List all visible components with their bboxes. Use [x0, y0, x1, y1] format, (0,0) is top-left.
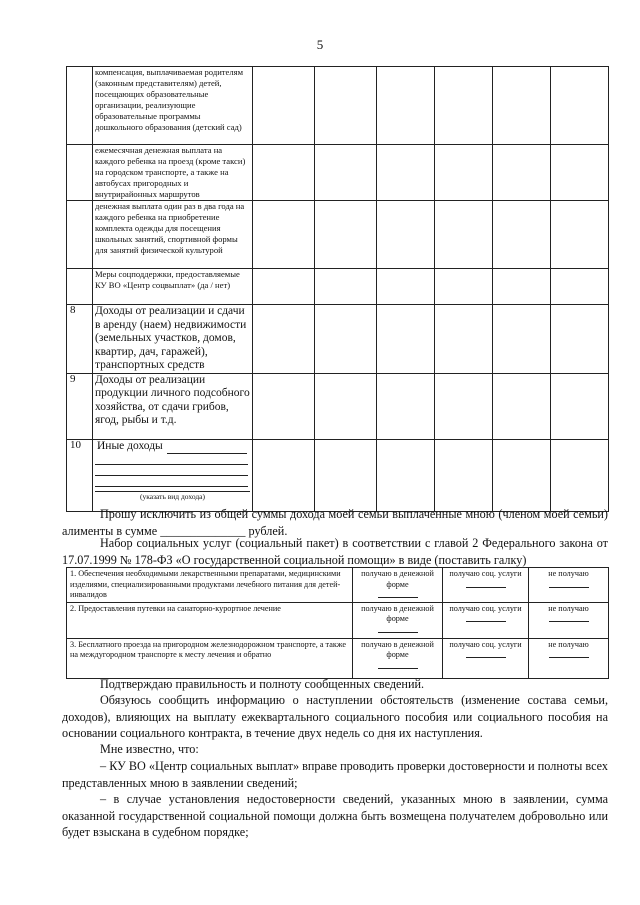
- service-option-cell[interactable]: [529, 638, 609, 678]
- refund-paragraph: [62, 791, 608, 841]
- row-number: 10: [67, 439, 93, 511]
- income-type-label: Доходы от реализации продукции личного подсобного хозяйства, от сдачи грибов, ягод, рыбы и т.д.: [95, 373, 250, 426]
- aware-text: Мне известно, что:: [100, 742, 199, 756]
- amount-cell[interactable]: [551, 269, 609, 305]
- checkmark-field[interactable]: [549, 583, 589, 588]
- amount-cell[interactable]: [377, 439, 435, 511]
- service-option-label: получаю соц. услуги: [449, 569, 522, 578]
- amount-cell[interactable]: [315, 145, 377, 201]
- amount-cell[interactable]: [551, 373, 609, 439]
- amount-cell[interactable]: [253, 67, 315, 145]
- row-label-cell: [93, 269, 253, 305]
- service-option-cell[interactable]: [353, 602, 443, 638]
- amount-cell[interactable]: [493, 201, 551, 269]
- row-label-cell: [93, 439, 253, 511]
- amount-cell[interactable]: [435, 67, 493, 145]
- service-label: 2. Предоставления путевки на санаторно-курортное лечение: [67, 602, 353, 638]
- confirm-paragraph: [62, 676, 608, 693]
- amount-cell[interactable]: [377, 373, 435, 439]
- income-row: [67, 145, 609, 201]
- social-service-row: [67, 638, 609, 678]
- amount-cell[interactable]: [435, 439, 493, 511]
- checkmark-field[interactable]: [466, 583, 506, 588]
- social-services-table: [66, 567, 609, 679]
- amount-cell[interactable]: [315, 201, 377, 269]
- row-label-cell: [93, 145, 253, 201]
- amount-cell[interactable]: [493, 373, 551, 439]
- amount-cell[interactable]: [315, 305, 377, 374]
- service-label: 3. Бесплатного проезда на пригородном железнодорожном транспорте, а также на междугородном транспорте к месту лечения и обратно: [67, 638, 353, 678]
- service-option-label: получаю в денежной форме: [361, 569, 434, 589]
- service-option-label: не получаю: [548, 569, 589, 578]
- row-number: 9: [67, 373, 93, 439]
- amount-cell[interactable]: [435, 269, 493, 305]
- service-label: 1. Обеспечения необходимыми лекарственными препаратами, медицинскими изделиями, специализированными продуктами лечебного питания для детей-инвалидов: [67, 568, 353, 603]
- checkmark-field[interactable]: [466, 653, 506, 658]
- amount-cell[interactable]: [493, 145, 551, 201]
- check-text: – КУ ВО «Центр социальных выплат» вправе проводить проверки достоверности и полноты всех представленных мною в заявлении сведений;: [62, 759, 608, 790]
- amount-cell[interactable]: [493, 439, 551, 511]
- amount-cell[interactable]: [253, 269, 315, 305]
- amount-cell[interactable]: [551, 439, 609, 511]
- income-type-field[interactable]: [95, 465, 248, 476]
- social-package-text: Набор социальных услуг (социальный пакет) в соответствии с главой 2 Федерального закона от 17.07.1999 № 178-ФЗ «О государственной социальной помощи» в виде (поставить галку): [62, 536, 608, 567]
- amount-cell[interactable]: [377, 201, 435, 269]
- checkmark-field[interactable]: [549, 617, 589, 622]
- amount-cell[interactable]: [377, 67, 435, 145]
- amount-cell[interactable]: [315, 269, 377, 305]
- row-label-cell: [93, 305, 253, 374]
- row-label-cell: [93, 67, 253, 145]
- service-option-cell[interactable]: [353, 568, 443, 603]
- amount-cell[interactable]: [253, 201, 315, 269]
- checkmark-field[interactable]: [466, 617, 506, 622]
- amount-cell[interactable]: [253, 373, 315, 439]
- service-option-label: получаю в денежной форме: [361, 639, 434, 659]
- income-type-label: Доходы от реализации и сдачи в аренду (наем) недвижимости (земельных участков, домов, квартир, дач, гаражей), транспортных средств: [95, 305, 247, 371]
- amount-cell[interactable]: [551, 305, 609, 374]
- service-option-cell[interactable]: [443, 602, 529, 638]
- refund-text: – в случае установления недостоверности сведений, указанных мною в заявлении, сумма оказанной государственной социальной помощи должна быть возмещена получателем добровольно или будет взыскана в судебном порядке;: [62, 792, 608, 839]
- service-option-cell[interactable]: [443, 568, 529, 603]
- amount-cell[interactable]: [435, 305, 493, 374]
- row-label-cell: [93, 373, 253, 439]
- income-type-label: Иные доходы: [97, 439, 163, 452]
- income-type-field[interactable]: [167, 440, 247, 455]
- amount-cell[interactable]: [551, 145, 609, 201]
- income-row: [67, 439, 609, 511]
- amount-cell[interactable]: [435, 145, 493, 201]
- checkmark-field[interactable]: [378, 593, 418, 598]
- page-number: 5: [316, 37, 324, 52]
- social-service-row: [67, 568, 609, 603]
- row-number: 8: [67, 305, 93, 374]
- amount-cell[interactable]: [377, 305, 435, 374]
- row-number: [67, 67, 93, 145]
- row-number: [67, 269, 93, 305]
- income-type-label: денежная выплата один раз в два года на каждого ребенка на приобретение комплекта одежды для посещения школьных занятий, спортивной формы для занятий физической культурой: [95, 201, 245, 255]
- income-row: [67, 373, 609, 439]
- income-row: [67, 269, 609, 305]
- social-service-row: [67, 602, 609, 638]
- row-number: [67, 201, 93, 269]
- amount-cell[interactable]: [377, 269, 435, 305]
- obligation-paragraph: [62, 692, 608, 742]
- income-row: [67, 67, 609, 145]
- income-row: [67, 201, 609, 269]
- amount-cell[interactable]: [493, 67, 551, 145]
- aware-paragraph: [62, 741, 608, 758]
- amount-cell[interactable]: [493, 269, 551, 305]
- amount-cell[interactable]: [315, 373, 377, 439]
- service-option-label: не получаю: [548, 603, 589, 613]
- check-paragraph: [62, 758, 608, 791]
- income-type-label: Меры соцподдержки, предоставляемые КУ ВО «Центр соцвыплат» (да / нет): [95, 269, 240, 290]
- amount-cell[interactable]: [377, 145, 435, 201]
- service-option-label: получаю соц. услуги: [449, 639, 522, 649]
- amount-cell[interactable]: [551, 67, 609, 145]
- amount-cell[interactable]: [315, 439, 377, 511]
- amount-cell[interactable]: [253, 439, 315, 511]
- service-option-cell[interactable]: [443, 638, 529, 678]
- service-option-cell[interactable]: [353, 638, 443, 678]
- amount-cell[interactable]: [551, 201, 609, 269]
- checkmark-field[interactable]: [549, 653, 589, 658]
- row-number: [67, 145, 93, 201]
- income-table: [66, 66, 609, 512]
- service-option-label: получаю в денежной форме: [361, 603, 434, 623]
- checkmark-field[interactable]: [378, 628, 418, 633]
- income-type-label: компенсация, выплачиваемая родителям (законным представителям) детей, посещающих образовательные организации, реализующие образовательные программы дошкольного образования (детский сад): [95, 67, 244, 132]
- income-type-field[interactable]: [95, 476, 248, 487]
- amount-cell[interactable]: [315, 67, 377, 145]
- amount-cell[interactable]: [435, 373, 493, 439]
- income-type-field[interactable]: [95, 454, 248, 465]
- income-row: [67, 305, 609, 374]
- service-option-cell[interactable]: [529, 568, 609, 603]
- service-option-cell[interactable]: [529, 602, 609, 638]
- row-label-cell: [93, 201, 253, 269]
- alimony-text: Прошу исключить из общей суммы дохода моей семьи выплаченные мною (членом моей семьи) алименты в сумме ______________ рублей.: [62, 507, 608, 538]
- income-type-label: ежемесячная денежная выплата на каждого ребенка на проезд (кроме такси) на городском транспорте, а также на автобусах пригородных и внутрирайонных маршрутов: [95, 145, 246, 199]
- amount-cell[interactable]: [253, 145, 315, 201]
- obligation-text: Обязуюсь сообщить информацию о наступлении обстоятельств (изменение состава семьи, доходов), влияющих на выплату ежеквартального социального пособия или социального пособия на основании социального контракта, в течение двух недель со дня их наступления.: [62, 693, 608, 740]
- hint-text: (указать вид дохода): [95, 491, 250, 501]
- checkmark-field[interactable]: [378, 664, 418, 669]
- confirm-text: Подтверждаю правильность и полноту сообщенных сведений.: [100, 677, 425, 691]
- social-package-paragraph: [62, 535, 608, 568]
- service-option-label: получаю соц. услуги: [449, 603, 522, 613]
- service-option-label: не получаю: [548, 639, 589, 649]
- amount-cell[interactable]: [493, 305, 551, 374]
- amount-cell[interactable]: [435, 201, 493, 269]
- amount-cell[interactable]: [253, 305, 315, 374]
